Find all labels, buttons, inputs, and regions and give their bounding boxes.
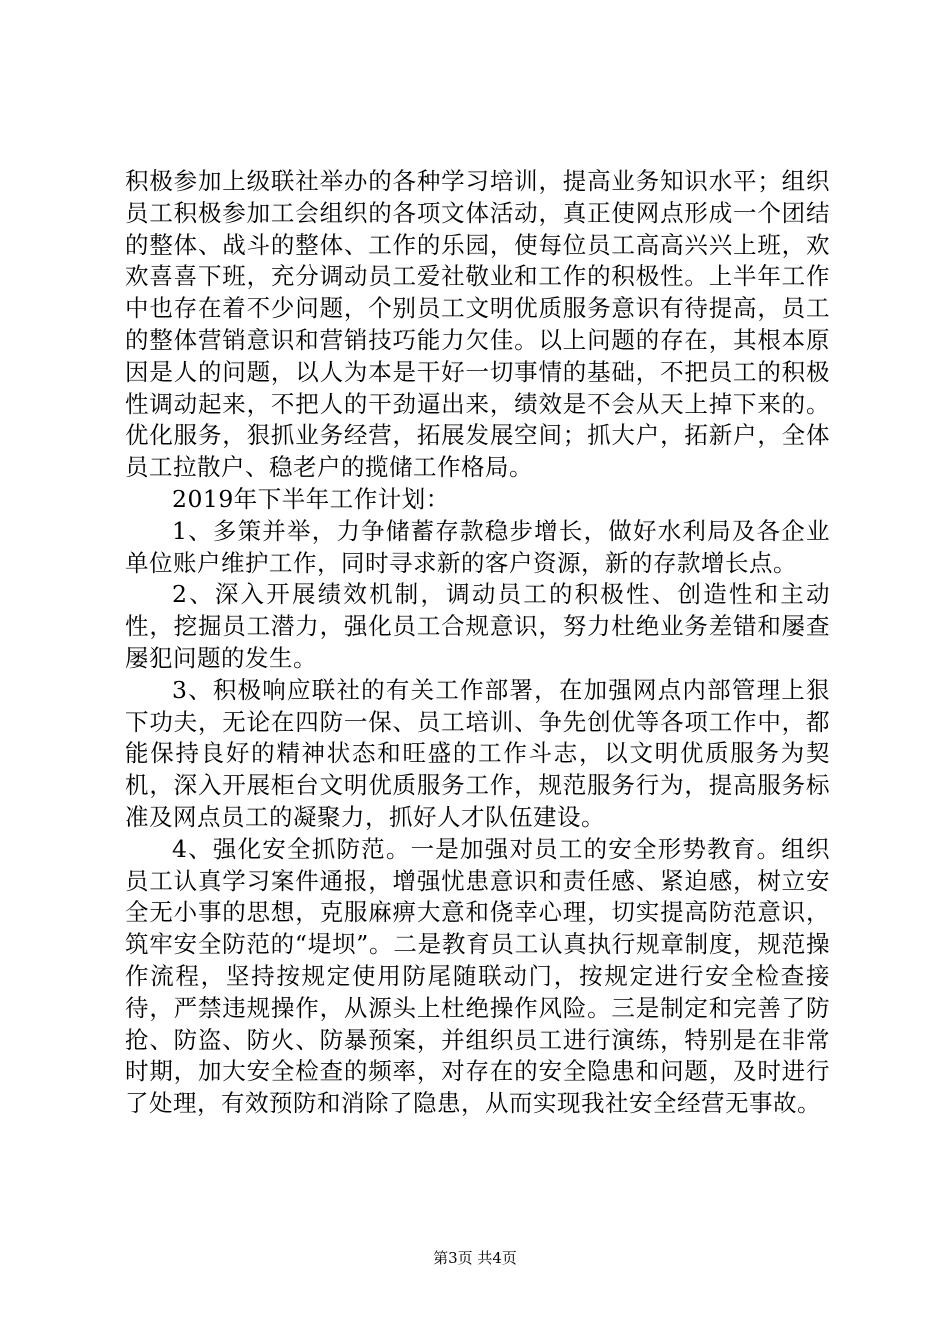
plan-item-3: 3、积极响应联社的有关工作部署，在加强网点内部管理上狠下功夫，无论在四防一保、员工培训、争先创优等各项工作中，都能保持良好的精神状态和旺盛的工作斗志，以文明优质服务为契机，深入开展柜台文明优质服务工作，规范服务行为，提高服务标准及网点员工的凝聚力，抓好人才队伍建设。 [125,675,830,831]
plan-item-1: 1、多策并举，力争储蓄存款稳步增长，做好水利局及各企业单位账户维护工作，同时寻求新的客户资源，新的存款增长点。 [125,516,830,577]
page-number-footer: 第3页 共4页 [433,1249,517,1267]
document-body [125,166,830,1120]
section-heading-plan: 2019年下半年工作计划： [172,484,450,513]
plan-item-4: 4、强化安全抓防范。一是加强对员工的安全形势教育。组织员工认真学习案件通报，增强忧患意识和责任感、紧迫感，树立安全无小事的思想，克服麻痹大意和侥幸心理，切实提高防范意识，筑牢安全防范的“堤坝”。二是教育员工认真执行规章制度，规范操作流程，坚持按规定使用防尾随联动门，按规定进行安全检查接待，严禁违规操作，从源头上杜绝操作风险。三是制定和完善了防抢、防盗、防火、防暴预案，并组织员工进行演练，特别是在非常时期，加大安全检查的频率，对存在的安全隐患和问题，及时进行了处理，有效预防和消除了隐患，从而实现我社安全经营无事故。 [125,834,830,1118]
plan-item-2: 2、深入开展绩效机制，调动员工的积极性、创造性和主动性，挖掘员工潜力，强化员工合规意识，努力杜绝业务差错和屡查屡犯问题的发生。 [125,580,830,672]
paragraph-1: 积极参加上级联社举办的各种学习培训，提高业务知识水平；组织员工积极参加工会组织的各项文体活动，真正使网点形成一个团结的整体、战斗的整体、工作的乐园，使每位员工高高兴兴上班，欢欢喜喜下班，充分调动员工爱社敬业和工作的积极性。上半年工作中也存在着不少问题，个别员工文明优质服务意识有待提高，员工的整体营销意识和营销技巧能力欠佳。以上问题的存在，其根本原因是人的问题，以人为本是干好一切事情的基础，不把员工的积极性调动起来，不把人的干劲逼出来，绩效是不会从天上掉下来的。优化服务，狠抓业务经营，拓展发展空间；抓大户，拓新户，全体员工拉散户、稳老户的揽储工作格局。 [125,167,830,482]
